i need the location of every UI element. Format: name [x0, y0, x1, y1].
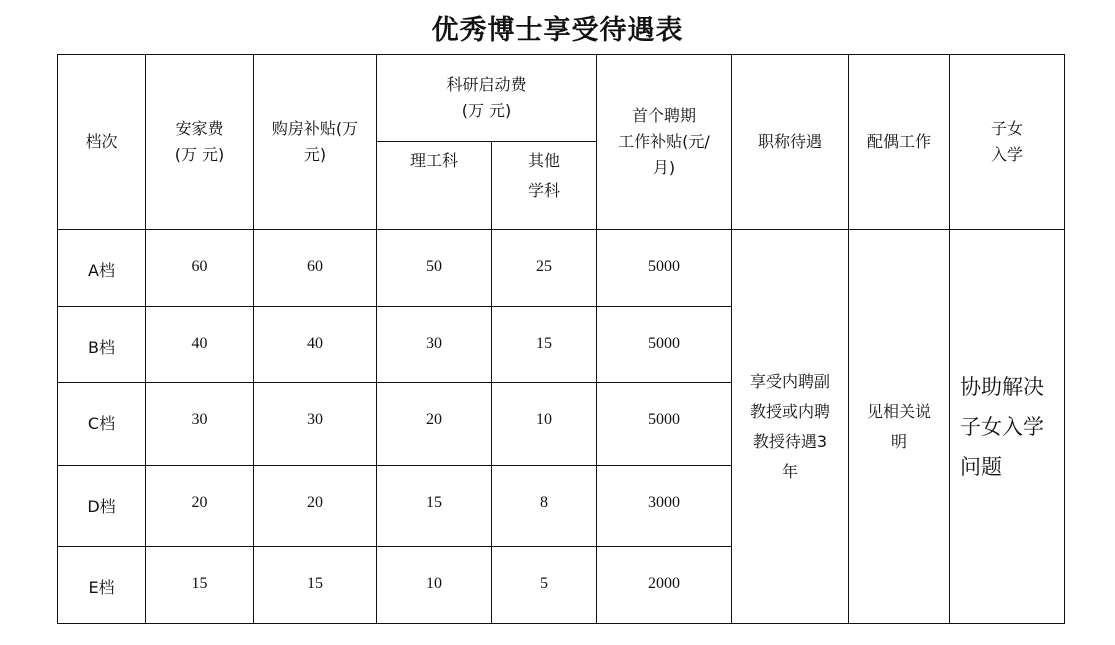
- research-eng-cell: 50: [377, 230, 492, 307]
- housing-cell: 15: [254, 547, 377, 624]
- level-cell: C档: [58, 383, 146, 466]
- research-eng-cell: 30: [377, 307, 492, 383]
- settle-cell: 60: [146, 230, 254, 307]
- research-other-cell: 15: [492, 307, 597, 383]
- level-cell: B档: [58, 307, 146, 383]
- monthly-cell: 5000: [597, 230, 732, 307]
- research-eng-cell: 20: [377, 383, 492, 466]
- research-other-cell: 5: [492, 547, 597, 624]
- header-settle-fee: 安家费 (万 元): [146, 55, 254, 230]
- header-research-fund: 科研启动费 (万 元): [377, 55, 597, 142]
- settle-cell: 15: [146, 547, 254, 624]
- spouse-job-cell: 见相关说 明: [849, 230, 950, 624]
- header-science-eng: 理工科: [377, 142, 492, 230]
- research-other-cell: 25: [492, 230, 597, 307]
- header-other-subjects: 其他 学科: [492, 142, 597, 230]
- housing-cell: 60: [254, 230, 377, 307]
- settle-cell: 30: [146, 383, 254, 466]
- header-spouse-job: 配偶工作: [849, 55, 950, 230]
- research-eng-cell: 10: [377, 547, 492, 624]
- header-level: 档次: [58, 55, 146, 230]
- level-cell: E档: [58, 547, 146, 624]
- housing-cell: 30: [254, 383, 377, 466]
- level-cell: A档: [58, 230, 146, 307]
- settle-cell: 20: [146, 466, 254, 547]
- header-children-school: 子女 入学: [950, 55, 1065, 230]
- level-cell: D档: [58, 466, 146, 547]
- table-row: [58, 230, 1065, 307]
- housing-cell: 20: [254, 466, 377, 547]
- research-other-cell: 10: [492, 383, 597, 466]
- monthly-cell: 3000: [597, 466, 732, 547]
- monthly-cell: 5000: [597, 307, 732, 383]
- monthly-cell: 2000: [597, 547, 732, 624]
- research-eng-cell: 15: [377, 466, 492, 547]
- housing-cell: 40: [254, 307, 377, 383]
- benefits-table: [57, 54, 1065, 624]
- children-school-cell: 协助解决 子女入学 问题: [950, 230, 1065, 624]
- header-monthly-subsidy: 首个聘期 工作补贴(元/ 月): [597, 55, 732, 230]
- header-housing-subsidy: 购房补贴(万 元): [254, 55, 377, 230]
- title-treatment-cell: 享受内聘副 教授或内聘 教授待遇3 年: [732, 230, 849, 624]
- page-title: 优秀博士享受待遇表: [431, 15, 684, 46]
- header-title-treatment: 职称待遇: [732, 55, 849, 230]
- research-other-cell: 8: [492, 466, 597, 547]
- settle-cell: 40: [146, 307, 254, 383]
- monthly-cell: 5000: [597, 383, 732, 466]
